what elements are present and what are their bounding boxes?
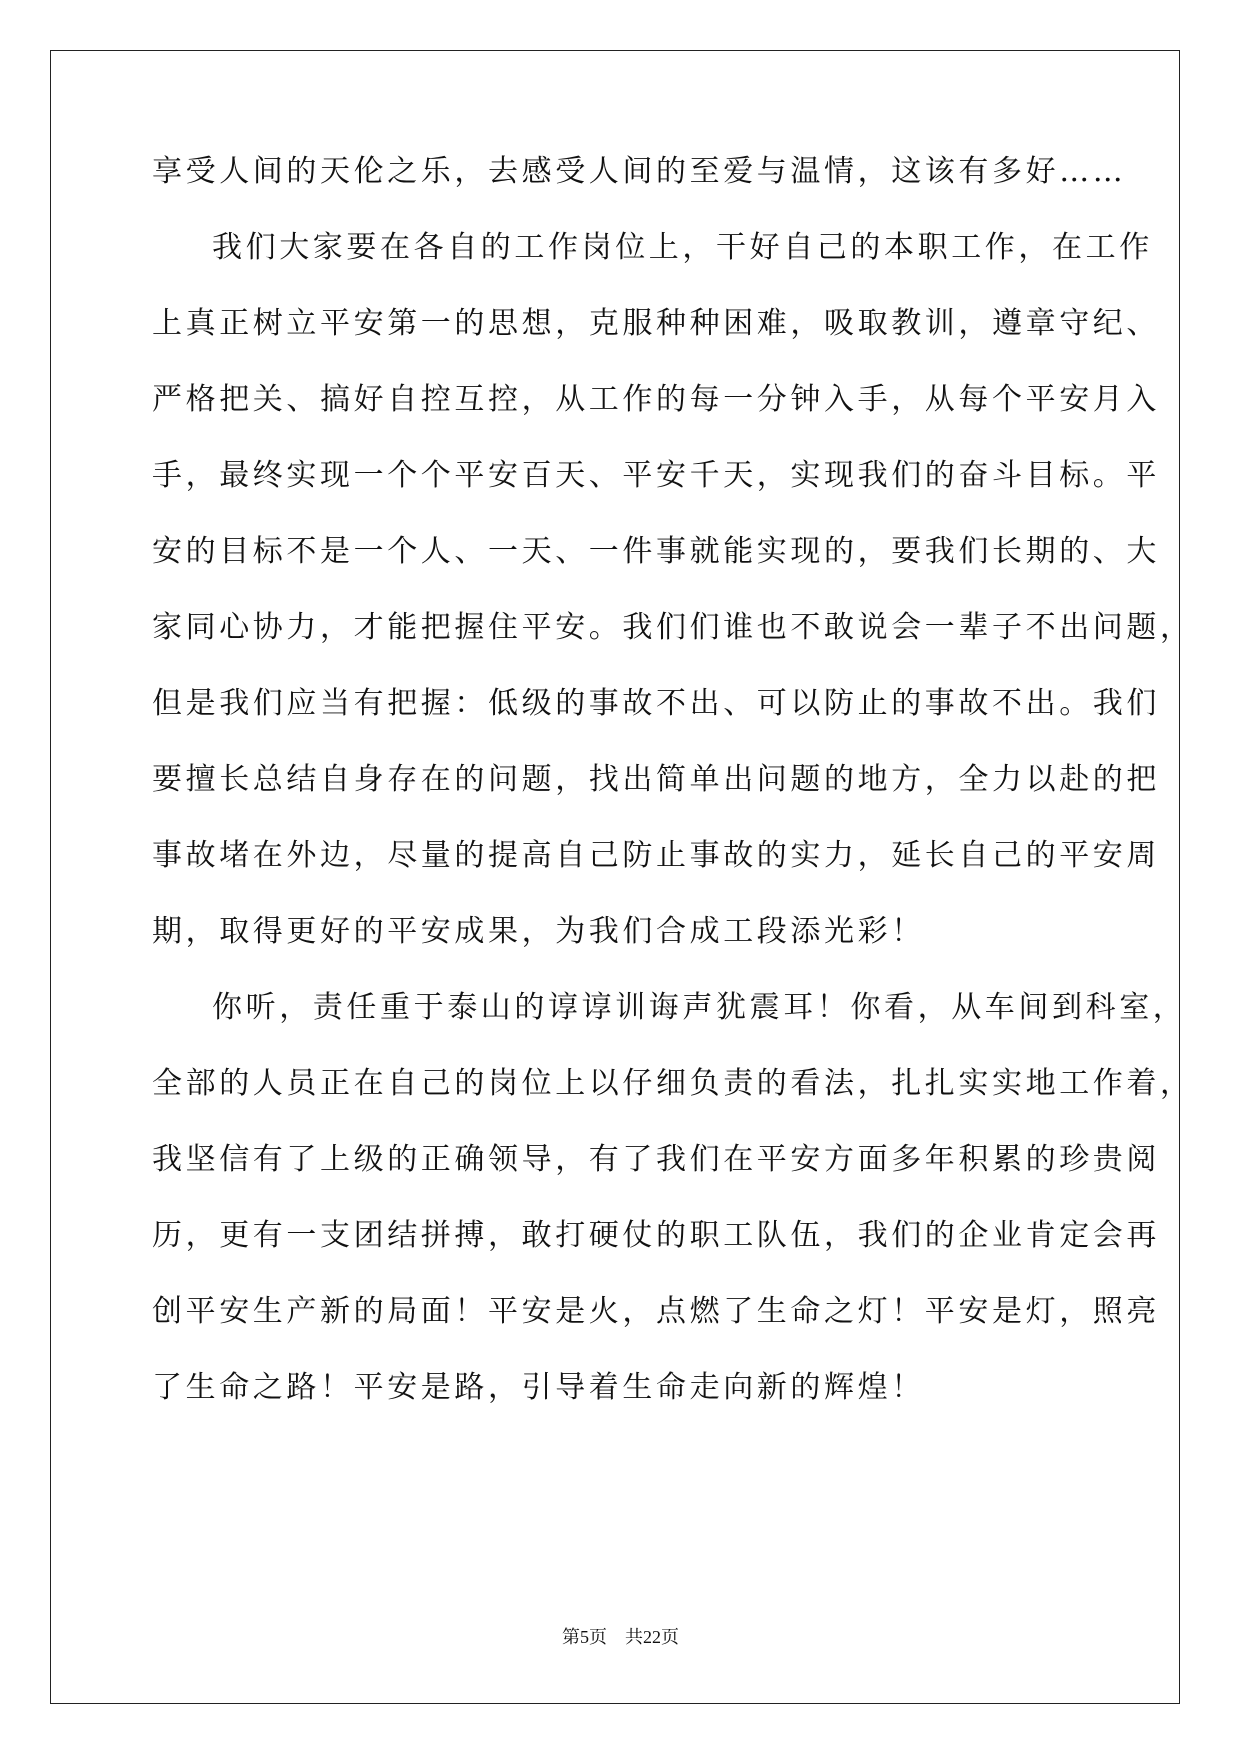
text-line: 全部的人员正在自己的岗位上以仔细负责的看法，扎扎实实地工作着， (152, 1066, 1194, 1101)
text-line: 享受人间的天伦之乐，去感受人间的至爱与温情，这该有多好…… (152, 154, 1127, 189)
text-line: 我坚信有了上级的正确领导，有了我们在平安方面多年积累的珍贵阅 (152, 1142, 1160, 1177)
text-line: 但是我们应当有把握：低级的事故不出、可以防止的事故不出。我们 (152, 686, 1160, 721)
text-line: 期，取得更好的平安成果，为我们合成工段添光彩！ (152, 914, 925, 949)
text-line: 安的目标不是一个人、一天、一件事就能实现的，要我们长期的、大 (152, 534, 1160, 569)
text-line: 手，最终实现一个个平安百天、平安千天，实现我们的奋斗目标。平 (152, 458, 1160, 493)
text-line: 要擅长总结自身存在的问题，找出简单出问题的地方，全力以赴的把 (152, 762, 1160, 797)
page-number: 第5页 (562, 1627, 607, 1647)
text-line: 你听，责任重于泰山的谆谆训诲声犹震耳！你看，从车间到科室， (212, 990, 1187, 1025)
text-line: 事故堵在外边，尽量的提高自己防止事故的实力，延长自己的平安周 (152, 838, 1160, 873)
text-line: 了生命之路！平安是路，引导着生命走向新的辉煌！ (152, 1370, 925, 1405)
text-line: 严格把关、搞好自控互控，从工作的每一分钟入手，从每个平安月入 (152, 382, 1160, 417)
page-footer (0, 1626, 1241, 1648)
text-line: 创平安生产新的局面！平安是火，点燃了生命之灯！平安是灯，照亮 (152, 1294, 1160, 1329)
page-total: 共22页 (625, 1627, 679, 1647)
text-line: 上真正树立平安第一的思想，克服种种困难，吸取教训，遵章守纪、 (152, 306, 1160, 341)
text-line: 历，更有一支团结拼搏，敢打硬仗的职工队伍，我们的企业肯定会再 (152, 1218, 1160, 1253)
text-line: 我们大家要在各自的工作岗位上，干好自己的本职工作，在工作 (212, 230, 1153, 265)
text-line: 家同心协力，才能把握住平安。我们们谁也不敢说会一辈子不出问题， (152, 610, 1194, 645)
page-border (50, 50, 1180, 1704)
